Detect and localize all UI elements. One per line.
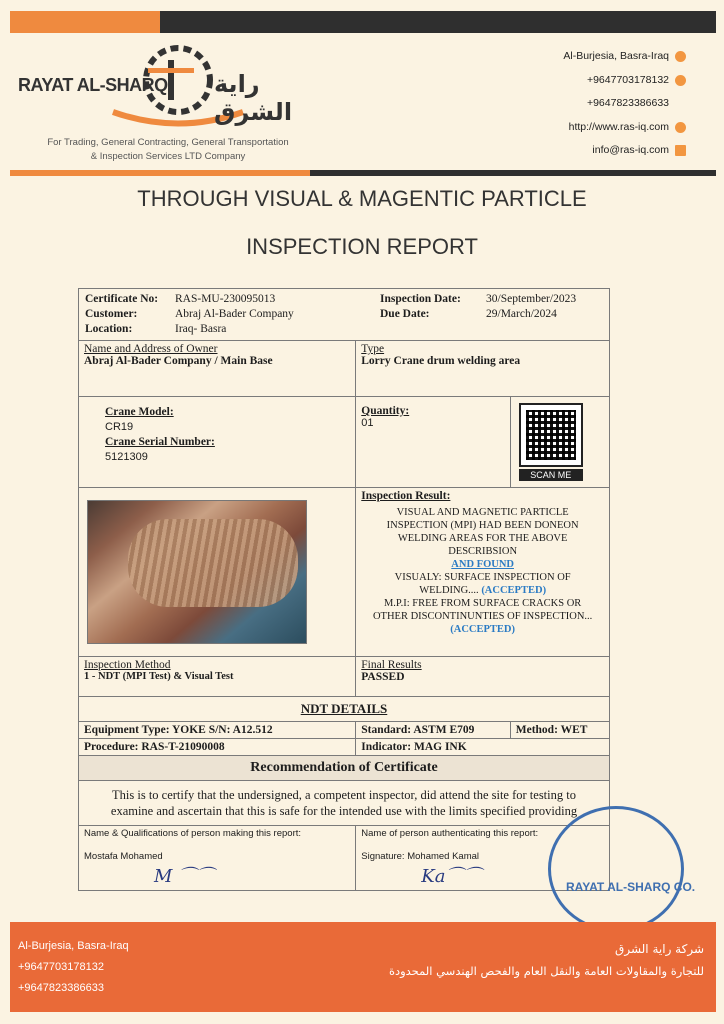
report-title-line-2: INSPECTION REPORT — [246, 234, 478, 259]
accepted-badge-2: (ACCEPTED) — [450, 624, 515, 635]
cert-no-value: RAS-MU-230095013 — [175, 293, 276, 305]
inspection-date-value: 30/September/2023 — [486, 293, 577, 305]
auth-value: Signature: Mohamed Kamal — [361, 851, 480, 862]
ndt-title: NDT DETAILS — [300, 701, 388, 716]
location-value: Iraq- Basra — [175, 323, 227, 335]
footer-arabic — [389, 938, 704, 982]
quantity-label: Quantity: — [361, 405, 410, 417]
equipment-cell: Equipment Type: YOKE S/N: A12.512 — [79, 722, 356, 739]
footer-address: Al-Burjesia, Basra-Iraq — [18, 940, 129, 952]
recommendation-title: Recommendation of Certificate — [250, 760, 438, 775]
owner-cell — [79, 341, 356, 397]
crane-drum-photo — [87, 500, 307, 644]
logo-latin-text: RAYAT AL-SHARQ — [18, 75, 168, 95]
result-line-1: VISUAL AND MAGNETIC PARTICLE INSPECTION (MPI) HAD BEEN DONEON WELDING AREAS FOR THE ABOVE DESCRIBSION — [386, 507, 579, 557]
auth-label: Name of person authenticating this report: — [361, 828, 539, 839]
result-cell — [356, 488, 610, 657]
phone-icon — [675, 75, 686, 86]
crane-model-label: Crane Model: — [105, 406, 174, 418]
type-cell — [356, 341, 610, 397]
auth-signature: Ka⌒⌒ — [421, 866, 482, 887]
email-link[interactable]: info@ras-iq.com — [592, 144, 669, 156]
phone-2-text: +9647823386633 — [586, 97, 669, 109]
header-divider-accent — [10, 170, 310, 176]
top-bar-accent — [10, 11, 160, 33]
method-cell — [79, 657, 356, 697]
logo-arabic-text: راية الشرق — [214, 70, 293, 126]
result-label: Inspection Result: — [361, 490, 451, 502]
scan-me-label: SCAN ME — [519, 469, 583, 481]
crane-serial-value: 5121309 — [105, 451, 148, 463]
globe-icon — [675, 122, 686, 133]
final-cell — [356, 657, 610, 697]
footer-arabic-tagline: للتجارة والمقاولات العامة والنقل العام والفحص الهندسي المحدودة — [388, 964, 704, 978]
owner-value: Abraj Al-Bader Company / Main Base — [84, 355, 273, 367]
quantity-value: 01 — [361, 417, 374, 429]
footer-contacts — [18, 936, 129, 999]
recommendation-text: This is to certify that the undersigned, a competent inspector, did attend the site for testing to examine and ascertain that this is safe for the intended use with the limits specified providing — [79, 781, 610, 826]
recommendation-title-cell — [79, 756, 610, 781]
company-tagline — [18, 136, 318, 164]
certificate-header-cell — [79, 289, 610, 341]
contact-block — [563, 45, 686, 163]
final-value: PASSED — [361, 671, 405, 683]
customer-label: Customer: — [85, 308, 138, 320]
maker-cell — [79, 826, 356, 891]
due-date-label: Due Date: — [380, 308, 430, 320]
footer-band — [10, 922, 716, 1012]
and-found-text: AND FOUND — [451, 559, 514, 570]
due-date-value: 29/March/2024 — [486, 308, 557, 320]
method-wet-cell: Method: WET — [510, 722, 609, 739]
maker-label: Name & Qualifications of person making this report: — [84, 828, 302, 839]
owner-label: Name and Address of Owner — [84, 343, 218, 355]
photo-cell — [79, 488, 356, 657]
footer-arabic-company: شركة راية الشرق — [615, 942, 704, 956]
envelope-icon — [675, 145, 686, 156]
ndt-title-cell — [79, 697, 610, 722]
cert-no-label: Certificate No: — [85, 293, 159, 305]
final-label: Final Results — [361, 659, 422, 671]
customer-value: Abraj Al-Bader Company — [175, 308, 294, 320]
qr-code[interactable] — [519, 403, 583, 467]
procedure-cell: Procedure: RAS-T-21090008 — [79, 739, 356, 756]
location-label: Location: — [85, 323, 133, 335]
footer-phone-1: +9647703178132 — [18, 961, 104, 973]
tagline-line-1: For Trading, General Contracting, General Transportation — [47, 137, 289, 148]
tagline-line-2: & Inspection Services LTD Company — [90, 151, 246, 162]
quantity-cell — [356, 397, 510, 488]
company-logo — [18, 40, 308, 130]
result-text — [361, 502, 604, 640]
result-line-3: M.P.I: FREE FROM SURFACE CRACKS OR OTHER DISCONTINUNTIES OF INSPECTION... — [372, 598, 593, 622]
crane-model-value: CR19 — [105, 421, 134, 433]
indicator-cell: Indicator: MAG INK — [356, 739, 610, 756]
crane-serial-label: Crane Serial Number: — [105, 436, 215, 448]
method-label: Inspection Method — [84, 659, 171, 671]
report-title-line-1: THROUGH VISUAL & MAGENTIC PARTICLE — [137, 186, 587, 211]
method-value: 1 - NDT (MPI Test) & Visual Test — [84, 671, 234, 682]
type-label: Type — [361, 343, 385, 355]
stamp-text: RAYAT AL-SHARQ CO. — [566, 880, 696, 894]
certificate-table — [78, 288, 610, 891]
phone-1-text: +9647703178132 — [586, 73, 669, 86]
footer-phone-2: +9647823386633 — [18, 982, 104, 994]
type-value: Lorry Crane drum welding area — [361, 355, 521, 367]
inspection-date-label: Inspection Date: — [380, 293, 461, 305]
result-line-2: VISUALY: SURFACE INSPECTION OF WELDING.... — [394, 572, 571, 596]
website-link[interactable]: http://www.ras-iq.com — [568, 120, 669, 133]
location-pin-icon — [675, 51, 686, 62]
crane-cell — [79, 397, 356, 488]
company-stamp — [548, 806, 684, 932]
maker-value: Mostafa Mohamed — [84, 851, 163, 862]
maker-signature: M ⌒⌒ — [154, 866, 215, 887]
accepted-badge-1: (ACCEPTED) — [481, 585, 547, 596]
standard-cell: Standard: ASTM E709 — [356, 722, 510, 739]
qr-cell — [510, 397, 609, 488]
address-text: Al-Burjesia, Basra-Iraq — [563, 50, 669, 62]
